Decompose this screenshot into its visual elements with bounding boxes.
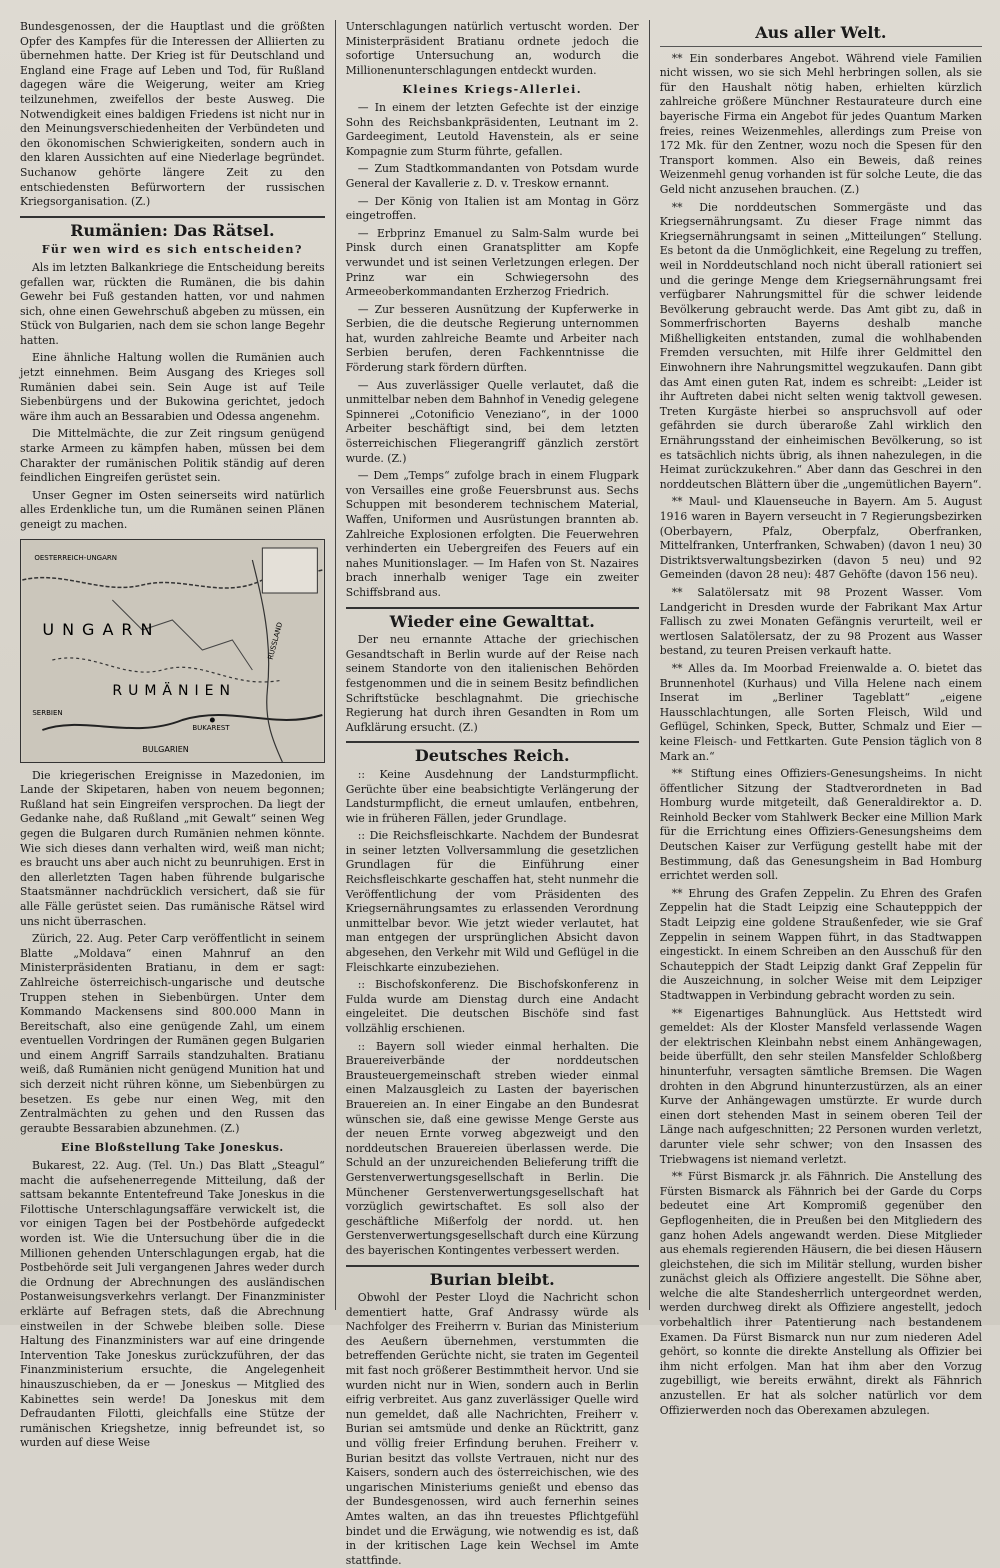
paragraph: Der neu ernannte Attache der griechischen Gesandtschaft in Berlin wurde auf der Reise nach seinem Standorte von den italienischen Behörden festgenommen und die in seinem Besitz befindlichen Schriftstücke beschlagnahmt. Die griechische Regierung hat durch ihren Gesandten in Rom um Aufklärung ersucht. (Z.) — [345, 633, 639, 734]
news-item: :: Bayern soll wieder einmal herhalten. Die Brauereiverbände der norddeutschen Brausteuergemeinschaft streben wieder einmal einen Malzausgleich zu Lasten der bayerischen Brauereien an. In einer Eingabe an den Bundesrat wünschen sie, daß eine gewisse Menge Gerste aus der neuen Ernte vorweg abgezweigt und den norddeutschen Brauereien überlassen werde. Die Schuld an der unzureichenden Belieferung trifft die Gerstenverwertungsgesellschaft in Berlin. Die Münchener Gerstenverwertungsgesellschaft hat vorzüglich gewirtschaftet. Es soll also der geschäftliche Mißerfolg der nordd. ut. hen Gerstenverwertungsgesellschaft durch eine Kürzung des bayerischen Kontingentes verbessert werden. — [345, 1039, 639, 1257]
columns — [20, 20, 983, 1567]
article-heading-rumaenien: Rumänien: Das Rätsel. — [70, 220, 275, 240]
column-middle — [335, 20, 649, 1567]
divider — [346, 607, 639, 609]
section-heading-kriegs-allerlei: Kleines Kriegs-Allerlei. — [402, 83, 583, 97]
news-item: — Der König von Italien ist am Montag in Görz eingetroffen. — [345, 194, 639, 223]
news-item: — Dem „Temps“ zufolge brach in einem Flugpark von Versailles eine große Feuersbrunst aus. Sechs Schuppen mit besonderem technischem Material, Waffen, Uniformen und Ausrüstungen brannten ab. Zahlreiche Explosionen erfolgten. Die Feuerwehren verhinderten ein Uebergreifen des Feuers auf ein nahes Munitionslager. — Im Hafen von St. Nazaires brach innerhalb weniger Tage ein zweiter Schiffsbrand aus. — [345, 469, 639, 599]
divider — [20, 216, 325, 218]
map-label: SERBIEN — [32, 708, 63, 717]
news-item: ** Salatölersatz mit 98 Prozent Wasser. Vom Landgericht in Dresden wurde der Fabrikant Max Artur Fallisch zu zwei Monaten Gefängnis verurteilt, weil er wertlosen Salatölersatz, der zu 98 Prozent aus Wasser bestand, zu teuren Preisen verkauft hatte. — [659, 585, 983, 658]
news-item: :: Die Reichsfleischkarte. Nachdem der Bundesrat in seiner letzten Vollversammlung die gesetzlichen Grundlagen für die Einführung einer Reichsfleischkarte geschaffen hat, steht nunmehr die Veröffentlichung der vom Präsidenten des Kriegsernährungsamtes zu erlassenden Verordnung unmittelbar bevor. Wie jetzt wieder verlautet, hat man entgegen der ursprünglichen Absicht davon abgesehen, den Verkehr mit Wild und Geflügel in die Fleischkarte einzubeziehen. — [345, 829, 639, 974]
paragraph: Bukarest, 22. Aug. (Tel. Un.) Das Blatt „Steagul“ macht die aufsehenerregende Mitteilung, daß der sattsam bekannte Ententefreund Take Joneskus in die Filottische Unterschlagungsaffäre verwickelt ist, die vor einigen Tagen bei der Postbehörde aufgedeckt worden ist. Wie die Untersuchung über die in die Millionen gehenden Unterschlagungen ergab, hat die Postbehörde seit Juli vergangenen Jahres weder durch die Ordnung der Abrechnungen des ausländischen Postanweisungsverkehrs verlangt. Der Finanzminister erklärte auf Befragen stets, daß die Abrechnung einstweilen in der Schwebe bleiben solle. Diese Haltung des Finanzministers war auf eine dringende Intervention Take Joneskus zurückzuführen, der das Finanzministerium ersuchte, die Angelegenheit hinauszuschieben, da er — Joneskus — Mitglied des Kabinettes sein werde! Da Joneskus mit dem Defraudanten Filotti, gleichfalls eine Stütze der rumänischen Kriegshetze, innig befreundet ist, so wurden auf diese Weise — [20, 1159, 325, 1450]
map-label: BUKAREST — [192, 723, 230, 732]
news-item: ** Stiftung eines Offiziers-Genesungsheims. In nicht öffentlicher Sitzung der Stadtverordneten in Bad Homburg wurde mitgeteilt, daß Generaldirektor a. D. Reinhold Becker vom Stahlwerk Becker eine Million Mark für die Errichtung eines Offiziers-Genesungsheims dem Deutschen Kaiser zur Verfügung gestellt habe mit der Bestimmung, daß das Genesungsheim in Bad Homburg errichtet werden soll. — [659, 767, 983, 883]
article-heading-aus-aller-welt: Aus aller Welt. — [755, 23, 887, 42]
column-left — [20, 20, 335, 1450]
map-label: BULGARIEN — [142, 744, 189, 754]
paragraph: Die Mittelmächte, die zur Zeit ringsum genügend starke Armeen zu kämpfen haben, müssen bei dem Charakter der rumänischen Politik ständig auf deren feindlichen Eingreifen gerüstet sein. — [20, 427, 325, 485]
article-subheading: Für wen wird es sich entscheiden? — [41, 243, 303, 257]
news-item: ** Fürst Bismarck jr. als Fähnrich. Die Anstellung des Fürsten Bismarck als Fähnrich bei der Garde du Corps bedeutet eine Art Kompromiß gegenüber den Gepflogenheiten, die in Preußen bei den Mitgliedern des ganz hohen Adels angewandt werden. Diese Mitglieder aus ehemals regierenden Häusern, die bei diesen Häusern gleichstehen, die sich im Militär stellung, wurden bisher zunächst gleich als Offiziere angestellt. Die Söhne aber, welche die alte Standesherrlich untergeordnet werden, werden durchweg direkt als Offiziere angestellt, jedoch vorbehaltlich ihrer Patentierung nach bestandenem Examen. Da Fürst Bismarck nun nur zum niederen Adel gehört, so konnte die direkte Anstellung als Offizier bei ihm nicht erfolgen. Man hat ihm aber den Vorzug zugebilligt, wie bereits erwähnt, direkt als Fähnrich anzustellen. Er hat als solcher natürlich vor dem Offizierwerden noch das Oberexamen abzulegen. — [659, 1170, 983, 1417]
news-item: ** Maul- und Klauenseuche in Bayern. Am 5. August 1916 waren in Bayern verseucht in 7 Regierungsbezirken (Oberbayern, Pfalz, Oberpfalz, Oberfranken, Mittelfranken, Unterfranken, Schwaben) (davon 1 neu) 30 Distriktsverwaltungsbezirken (davon 5 neu) und 92 Gemeinden (davon 28 neu): 487 Gehöfte (davon 156 neu). — [659, 495, 983, 582]
article-subheading-take-joneskus: Eine Bloßstellung Take Joneskus. — [60, 1141, 284, 1155]
paragraph: Zürich, 22. Aug. Peter Carp veröffentlicht in seinem Blatte „Moldava“ einen Mahnruf an den Ministerpräsidenten Bratianu, in dem er sagt: Zahlreiche österreichisch-ungarische und deutsche Truppen stehen in Siebenbürgen. Unter dem Kommando Mackensens sind 800.000 Mann in Bereitschaft, also eine genügende Zahl, um einem eventuellen Vordringen der Rumänen gegen Bulgarien und einem Angriff Sarrails standzuhalten. Bratianu weiß, daß Rumänien nicht genügend Munition hat und sich derzeit nicht rühren könne, um Siebenbürgen zu besetzen. Es gebe nur einen Weg, mit den Zentralmächten zu gehen und den Russen das geraubte Bessarabien abzunehmen. (Z.) — [20, 932, 325, 1135]
news-item: ** Alles da. Im Moorbad Freienwalde a. O. bietet das Brunnenhotel (Kurhaus) und Villa Helene nach einem Inserat im „Berliner Tageblatt“ „eigene Hausschlachtungen, alle Sorten Fleisch, Wild und Geflügel, Schinken, Speck, Butter, Schmalz und Eier — keine Fleisch- und Fettkarten. Gute Pension täglich von 8 Mark an.“ — [659, 661, 983, 763]
paragraph: Obwohl der Pester Lloyd die Nachricht schon dementiert hatte, Graf Andrassy würde als Nachfolger des Freiherrn v. Burian das Ministerium des Aeußern übernehmen, verstummten die betreffenden Gerüchte nicht, sie traten im Gegenteil mit fast noch größerer Bestimmtheit hervor. Und sie wurden nicht nur in Wien, sondern auch in Berlin eifrig verbreitet. Aus ganz zuverlässiger Quelle wird nun gemeldet, daß alle Nachrichten, Freiherr v. Burian sei amtsmüde und denke an Rücktritt, ganz und völlig freier Erfindung beruhen. Freiherr v. Burian besitzt das vollste Vertrauen, nicht nur des Kaisers, sondern auch des österreichischen, wie des ungarischen Ministeriums genießt und ebenso das der Bundesgenossen, wird auch fernerhin seines Amtes walten, an das ihn treuestes Pflichtgefühl bindet und die Erwägung, wie notwendig es ist, daß in der kritischen Lage kein Wechsel im Amte stattfinde. — [345, 1291, 639, 1567]
article-intro: Bundesgenossen, der die Hauptlast und die größten Opfer des Kampfes für die Interessen der Alliierten zu übernehmen hatte. Der Krieg ist für Deutschland und England eine Frage auf Leben und Tod, für Rußland dagegen wäre die Weigerung, weiter am Krieg teilzunehmen, zweifellos der beste Ausweg. Die Notwendigkeit eines baldigen Friedens ist nicht nur in den Meinungsverschiedenheiten der Verbündeten und den ökonomischen Schwierigkeiten, sondern auch in den klaren Aussichten auf eine Niederlage begründet. Suchanow gehörte längere Zeit zu den entschiedensten Befürwortern der russischen Kriegsorganisation. (Z.) — [20, 20, 325, 209]
news-item: :: Bischofskonferenz. Die Bischofskonferenz in Fulda wurde am Dienstag durch eine Andacht eingeleitet. Die deutschen Bischöfe sind fast vollzählig erschienen. — [345, 978, 639, 1035]
article-intro: Unterschlagungen natürlich vertuscht worden. Der Ministerpräsident Bratianu ordnete jedoch die sofortige Untersuchung an, wodurch die Millionenunterschlagungen entdeckt wurden. — [345, 20, 639, 77]
map-label: UNGARN — [42, 619, 161, 639]
article-heading-gewalttat: Wieder eine Gewalttat. — [389, 611, 595, 631]
news-item: ** Die norddeutschen Sommergäste und das Kriegsernährungsamt. Zu dieser Frage nimmt das Kriegsernährungsamt in seinen „Mitteilungen“ Stellung. Es betont da die Unmöglichkeit, eine Regelung zu treffen, weil in Norddeutschland noch nicht überall rationiert sei und die geringe Menge dem Kriegsernährungsamt frei verfügbarer Nahrungsmittel für die schwer leidende Bevölkerung gebraucht werde. Das Amt gibt zu, daß in Sommerfrischorten Bayerns deshalb manche Mißhelligkeiten entstanden, zumal die wohlhabenden Fremden versuchten, mit Hilfe ihrer Geldmittel den Einwohnern ihre Nahrungsmittel wegzukaufen. Dann gibt das Amt einen guten Rat, indem es schreibt: „Leider ist ihr Auftreten dabei nicht selten wenig taktvoll gewesen. Treten Kurgäste hierbei so anspruchsvoll auf oder gefährden sie durch überaroße Zahl wirklich den Ernährungsstand der einheimischen Bevölkerung, so ist es tatsächlich nichts übrig, als ihnen nahezulegen, in die Heimat zurückzukehren.“ Aber dann das Geschrei in den norddeutschen Blättern über die „ungemütlichen Bayern“. — [659, 200, 983, 491]
news-item: — Zum Stadtkommandanten von Potsdam wurde General der Kavallerie z. D. v. Treskow ernannt. — [345, 162, 639, 190]
map-label: RUSSLAND — [266, 620, 285, 661]
news-item: ** Eigenartiges Bahnunglück. Aus Hettstedt wird gemeldet: Als der Kloster Mansfeld verlassende Wagen der elektrischen Kleinbahn nebst einem Anhängewagen, beide überfüllt, den sehr steilen Mansfelder Schloßberg hinunterfuhr, versagten sämtliche Bremsen. Die Wagen drohten in den Abgrund hinunterzustürzen, als an einer Kurve der Anhängewagen umstürzte. Er wurde durch einen dort stehenden Mast in seinem oberen Teil der Länge nach aufgeschnitten; 22 Personen wurden verletzt, darunter viele sehr schwer; von den Insassen des Triebwagens ist niemand verletzt. — [659, 1006, 983, 1166]
article-heading-burian: Burian bleibt. — [429, 1269, 555, 1289]
news-item: — Aus zuverlässiger Quelle verlautet, daß die unmittelbar neben dem Bahnhof in Venedig gelegene Spinnerei „Cotonificio Veneziano“, in der 1000 Arbeiter beschäftigt sind, bei dem letzten österreichischen Fliegerangriff gänzlich zerstört wurde. (Z.) — [345, 378, 639, 465]
map-label: RUMÄNIEN — [112, 682, 236, 699]
news-item: :: Keine Ausdehnung der Landsturmpflicht. Gerüchte über eine beabsichtigte Verlängerung der Landsturmpflicht, die erneut umlaufen, entbehren, wie in früheren Fällen, jeder Grundlage. — [345, 767, 639, 825]
news-item: ** Ehrung des Grafen Zeppelin. Zu Ehren des Grafen Zeppelin hat die Stadt Leipzig eine Schautepppich der Stadt Leipzig eine goldene Straußenfeder, wie sie Graf Zeppelin in seinem Wappen führt, in das Stadtwappen eingestickt. In einem Schreiben an den Ausschuß für den Schauteppich der Stadt Leipzig dankt Graf Zeppelin für die Auszeichnung, in solcher Weise mit dem Leipziger Stadtwappen in Verbindung gebracht worden zu sein. — [659, 886, 983, 1002]
article-heading-deutsches-reich: Deutsches Reich. — [414, 746, 570, 766]
column-right — [649, 20, 983, 1417]
news-item: ** Ein sonderbares Angebot. Während viele Familien nicht wissen, wo sie sich Mehl herbringen sollen, als sie für den Haushalt nötig haben, erhielten kürzlich zahlreiche größere Münchner Restaurateure durch eine bayerische Firma ein Angebot für jedes Quantum Marken freies, reines Weizenmehles, allerdings zum Preise von 172 Mk. für den Zentner, wozu noch die Spesen für den Transport kommen. Also ein Beweis, daß reines Weizenmehl genug vorhanden ist für solche Leute, die das Geld nicht anzusehen brauchen. (Z.) — [659, 51, 983, 196]
map-label: OESTERREICH-UNGARN — [34, 553, 117, 562]
map-illustration — [21, 540, 324, 762]
news-item: — Zur besseren Ausnützung der Kupferwerke in Serbien, die die deutsche Regierung unternommen hat, wurden zahlreiche Beamte und Arbeiter nach Serbien berufen, deren Fachkenntnisse die Förderung stark fördern dürften. — [345, 302, 639, 375]
divider — [660, 46, 982, 47]
paragraph: Eine ähnliche Haltung wollen die Rumänien auch jetzt einnehmen. Beim Ausgang des Krieges soll Rumänien dabei sein. Sein Auge ist auf Teile Siebenbürgens und der Bukowina gerichtet, jedoch wäre ihm auch an Bessarabien und Odessa angenehm. — [20, 351, 325, 423]
news-item: — In einem der letzten Gefechte ist der einzige Sohn des Reichsbankpräsidenten, Leutnant im 2. Gardeegiment, Leutold Havenstein, als er seine Kompagnie zum Sturm führte, gefallen. — [345, 100, 639, 158]
map-figure — [20, 539, 325, 763]
paragraph: Die kriegerischen Ereignisse in Mazedonien, im Lande der Skipetaren, haben von neuem begonnen; Rußland hat sein Eingreifen versprochen. Da liegt der Gedanke nahe, daß Rußland „mit Gewalt“ seinen Weg gegen die Bulgaren durch Rumänien nehmen könnte. Wie sich dieses dann verhalten wird, weiß man nicht; es braucht uns aber auch nicht zu beunruhigen. Erst in den allerletzten Tagen haben führende bulgarische Staatsmänner nachdrücklich versichert, daß sie für alle Fälle gerüstet seien. Das rumänische Rätsel wird uns nicht überraschen. — [20, 768, 325, 928]
paragraph: Als im letzten Balkankriege die Entscheidung bereits gefallen war, rückten die Rumänen, die bis dahin Gewehr bei Fuß gestanden hatten, vor und nahmen sich, ohne einen Gewehrschuß abgeben zu müssen, ein Stück von Bulgarien, nach dem sie schon lange Begehr hatten. — [20, 260, 325, 347]
paragraph: Unser Gegner im Osten seinerseits wird natürlich alles Erdenkliche tun, um die Rumänen seinen Plänen geneigt zu machen. — [20, 488, 325, 531]
divider — [346, 1265, 639, 1267]
divider — [346, 741, 639, 743]
news-item: — Erbprinz Emanuel zu Salm-Salm wurde bei Pinsk durch einen Granatsplitter am Kopfe verwundet und ist seinen Verletzungen erlegen. Der Prinz war ein Schwiegersohn des Armeeoberkommandanten Erzherzog Friedrich. — [345, 226, 639, 299]
